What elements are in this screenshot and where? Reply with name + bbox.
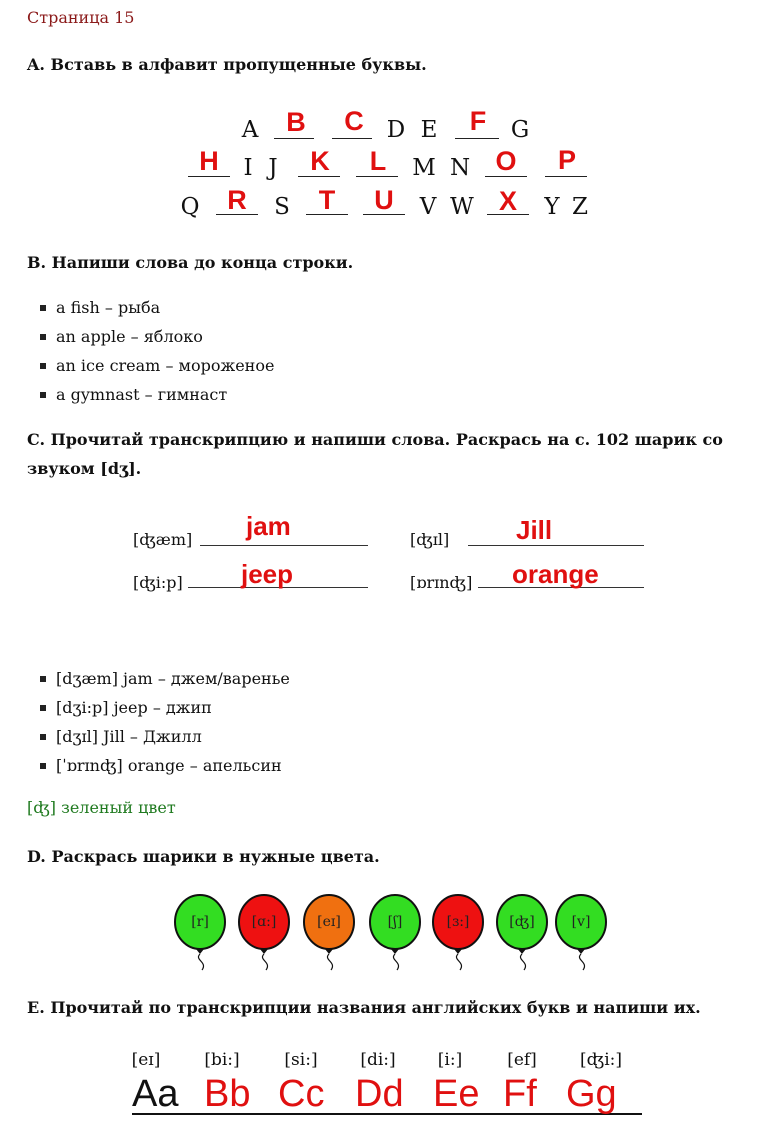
answer-word: orange — [512, 559, 599, 589]
transcription: [ɒrɪnʤ] — [410, 573, 473, 592]
letter: J — [268, 155, 278, 181]
letter-transcription: [ef] — [507, 1050, 537, 1070]
balloon — [172, 894, 228, 966]
translation-list — [38, 669, 290, 785]
filled-letter: T — [318, 185, 336, 215]
answer-line — [200, 545, 368, 546]
filled-letter: R — [227, 185, 247, 215]
balloon — [367, 894, 423, 966]
balloon-shape — [172, 894, 228, 972]
filled-letter: U — [374, 185, 394, 215]
list-item: a gymnast – гимнаст — [38, 385, 274, 414]
filled-letter: X — [498, 186, 518, 216]
list-item: [dʒi:p] jeep – джип — [38, 698, 290, 727]
balloon — [430, 894, 486, 966]
letter: S — [274, 194, 290, 220]
balloon-label: [ɜ:] — [446, 914, 470, 930]
letter: N — [449, 155, 471, 181]
list-item: an ice cream – мороженое — [38, 356, 274, 385]
filled-letter: P — [557, 145, 577, 175]
letter: Y — [544, 194, 560, 220]
section-b-heading: B. Напиши слова до конца строки. — [27, 253, 354, 272]
balloon-label: [v] — [571, 914, 591, 930]
word-list — [38, 298, 274, 414]
written-letters: Ff — [503, 1073, 537, 1115]
written-letters: Gg — [566, 1073, 617, 1115]
balloon-shape — [301, 894, 357, 972]
blank-line — [332, 138, 372, 139]
transcription: [ʤɪl] — [410, 530, 450, 549]
letter: E — [420, 117, 438, 143]
balloon — [494, 894, 550, 966]
balloon-label: [eɪ] — [317, 914, 341, 930]
color-note: [ʤ] зеленый цвет — [27, 798, 176, 817]
balloon-shape — [494, 894, 550, 972]
balloon — [301, 894, 357, 966]
answer-word: jeep — [241, 559, 294, 589]
balloon-label: [r] — [191, 914, 209, 930]
section-d-heading: D. Раскрась шарики в нужные цвета. — [27, 847, 380, 866]
filled-letter: B — [286, 107, 306, 137]
filled-letter: O — [495, 146, 517, 176]
list-item: [dʒæm] jam – джем/варенье — [38, 669, 290, 698]
letter: M — [412, 155, 436, 181]
balloon-shape — [553, 894, 609, 972]
written-letters: Aa — [132, 1073, 179, 1115]
filled-letter: H — [199, 146, 219, 176]
letter: D — [386, 117, 406, 143]
page-number: Страница 15 — [27, 8, 135, 27]
filled-letter: L — [369, 146, 387, 176]
list-item: an apple – яблоко — [38, 327, 274, 356]
letter-transcription: [eɪ] — [131, 1050, 161, 1070]
letter: G — [510, 117, 530, 143]
transcription: [ʤi:p] — [133, 573, 183, 592]
balloon — [553, 894, 609, 966]
letter: Z — [572, 194, 588, 220]
balloon-label: [ɑ:] — [251, 914, 277, 930]
section-c-heading: C. Прочитай транскрипцию и напиши слова. Раскрась на с. 102 шарик со звуком [dʒ]. — [27, 430, 723, 478]
section-e-heading: E. Прочитай по транскрипции названия английских букв и напиши их. — [27, 998, 701, 1017]
answer-word: Jill — [516, 515, 553, 545]
blank-line — [274, 138, 314, 139]
balloon-label: [ʤ] — [509, 914, 535, 930]
filled-letter: K — [310, 146, 330, 176]
section-a-heading: A. Вставь в алфавит пропущенные буквы. — [27, 55, 427, 74]
balloon-shape — [236, 894, 292, 972]
letter-transcription: [si:] — [284, 1050, 318, 1070]
transcription: [ʤæm] — [133, 530, 193, 549]
letter-transcription: [i:] — [437, 1050, 463, 1070]
list-item: [ˈɒrɪnʤ] orange – апельсин — [38, 756, 290, 785]
answer-word: jam — [246, 511, 291, 541]
balloon-shape — [367, 894, 423, 972]
blank-line — [455, 138, 499, 139]
balloon — [236, 894, 292, 966]
letter: W — [450, 194, 474, 220]
written-letters: Ee — [433, 1073, 480, 1115]
balloon-shape — [430, 894, 486, 972]
blank-line — [545, 176, 587, 177]
list-item: a fish – рыба — [38, 298, 274, 327]
written-letters: Dd — [355, 1073, 404, 1115]
list-item: [dʒɪl] Jill – Джилл — [38, 727, 290, 756]
letter: I — [243, 155, 253, 181]
letter-transcription: [ʤi:] — [580, 1050, 622, 1070]
letter-transcription: [bi:] — [204, 1050, 240, 1070]
letter: V — [419, 194, 437, 220]
filled-letter: F — [469, 106, 487, 136]
letter-transcription: [di:] — [360, 1050, 396, 1070]
balloon-label: [ʃ] — [387, 914, 403, 930]
filled-letter: C — [344, 106, 364, 136]
answer-line — [468, 545, 644, 546]
written-letters: Bb — [204, 1073, 251, 1115]
letter: Q — [180, 194, 200, 220]
written-letters: Cc — [278, 1073, 325, 1115]
letter: A — [241, 117, 259, 143]
